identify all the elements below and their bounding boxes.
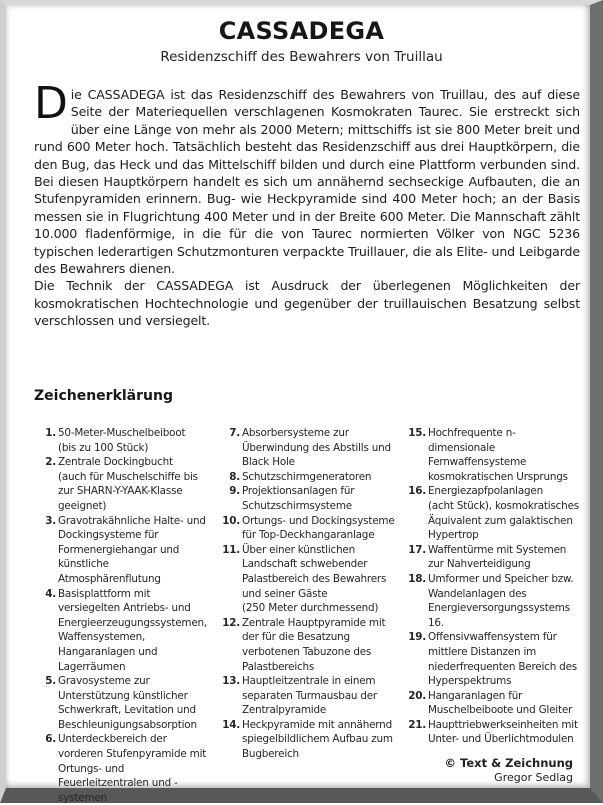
intro-paragraph-2: Die Technik der CASSADEGA ist Ausdruck der überlegenen Möglichkeiten der kosmokratischen Hochtechnologie und gegenüber der truillauischen Besatzung selbst verschlossen und versiegelt.: [34, 278, 580, 329]
legend-item-number: 4.: [45, 587, 56, 600]
legend-item-number: 2.: [45, 456, 56, 469]
legend-item-number: 10.: [222, 514, 240, 527]
legend-item-number: 21.: [408, 718, 426, 731]
page-title: CASSADEGA: [218, 17, 385, 45]
credit-line-1: © Text & Zeichnung: [444, 756, 573, 770]
legend-item-number: 13.: [222, 675, 240, 688]
legend-item: [218, 674, 398, 718]
legend-column-1: [36, 426, 212, 805]
legend-item-number: 8.: [229, 470, 240, 483]
legend-item: [218, 718, 398, 762]
legend-item-number: 18.: [408, 572, 426, 585]
legend-item: [404, 484, 582, 542]
legend-item-text: Projektionsanlagen für Schutzschirmsysteme: [242, 485, 355, 512]
legend-heading: Zeichenerklärung: [34, 388, 173, 404]
legend-item: [404, 630, 582, 688]
legend-item: [36, 455, 212, 513]
legend-item: [218, 470, 398, 485]
legend-item-text: Hangaranlagen für Muschelbeiboote und Gleiter: [428, 689, 573, 717]
copyright-credit: [445, 756, 573, 785]
credit-line-2: Gregor Sedlag: [494, 770, 573, 784]
legend-item-number: 5.: [45, 675, 56, 688]
legend-item-number: 11.: [222, 543, 240, 556]
legend-item-text: Basisplattform mit versiegelten Antriebs- und Energieerzeugungssystemen, Waffensystemen, Hangaranlagen und Lagerräumen: [58, 587, 208, 673]
legend-item: [404, 426, 582, 484]
drop-cap: D: [34, 78, 68, 129]
legend-item-text: Umformer und Speicher bzw. Wandelanlagen des Energieversorgungssystems 16.: [428, 572, 574, 629]
legend-item-text: Zentrale Dockingbucht (auch für Muschelschiffe bis zur SHARN-Y-YAAK-Klasse geeignet): [58, 456, 198, 512]
legend-item-text: Über einer künstlichen Landschaft schwebender Palastbereich des Bewahrers und seiner Gäste (250 Meter durchmessend): [242, 543, 387, 615]
legend-item-text: Haupttriebwerkseinheiten mit Unter- und Überlichtmodulen: [428, 718, 578, 746]
legend-item: [36, 674, 212, 732]
legend-item-number: 16.: [408, 485, 426, 498]
legend-item-number: 15.: [408, 427, 426, 439]
legend-item-number: 1.: [45, 427, 56, 439]
intro-text: [34, 78, 580, 330]
legend-item: [36, 514, 212, 587]
legend-column-3: [404, 426, 582, 747]
legend-item-text: Energiezapfpolanlagen (acht Stück), kosmokratisches Äquivalent zum galaktischen Hypertrop: [428, 485, 579, 542]
legend-item-text: 50-Meter-Muschelbeiboot (bis zu 100 Stück): [58, 427, 186, 454]
legend-item: [36, 426, 212, 455]
legend-item: [404, 689, 582, 718]
legend-item: [218, 514, 398, 543]
legend-item-text: Heckpyramide mit annähernd spiegelbildlichem Aufbau zum Bugbereich: [242, 718, 393, 761]
legend-item: [404, 572, 582, 630]
legend-item-text: Absorbersysteme zur Überwindung des Abstills und Black Hole: [242, 427, 391, 469]
legend-item-number: 3.: [45, 514, 56, 527]
legend-item-text: Zentrale Hauptpyramide mit der für die Besatzung verbotenen Tabuzone des Palastbereichs: [242, 616, 386, 673]
legend-item-text: Hochfrequente n-dimensionale Fernwaffensysteme kosmokratischen Ursprungs: [428, 427, 568, 483]
legend-item-text: Waffentürme mit Systemen zur Nahverteidigung: [428, 543, 567, 571]
legend-item: [218, 616, 398, 674]
legend-item: [218, 426, 398, 470]
legend-column-2: [218, 426, 398, 762]
legend-item-text: Offensivwaffensystem für mittlere Distanzen im niederfrequenten Bereich des Hyperspektrums: [428, 631, 577, 688]
legend-item-text: Gravotrakähnliche Halte- und Dockingsysteme für Formenergiehangar und künstliche Atmosphärenflutung: [58, 514, 206, 585]
legend-item-number: 6.: [45, 733, 56, 746]
legend-item: [404, 718, 582, 747]
legend-item: [36, 732, 212, 805]
legend-item: [218, 484, 398, 513]
legend-item-number: 19.: [408, 631, 426, 644]
legend-item-number: 17.: [408, 543, 426, 556]
page-subtitle: Residenzschiff des Bewahrers von Truillau: [160, 49, 443, 65]
intro-paragraph-1: [34, 78, 580, 277]
legend-item-number: 20.: [408, 689, 426, 702]
legend-item-number: 14.: [222, 718, 240, 731]
intro-paragraph-1-text: ie CASSADEGA ist das Residenzschiff des Bewahrers von Truillau, des auf diese Seite der Materiequellen verschlagenen Kosmokraten Taurec. Sie erstreckt sich über eine Länge von mehr als 2000 Metern; mittschiffs ist sie 800 Meter breit und rund 600 Meter hoch. Tatsächlich besteht das Residenzschiff aus drei Hauptkörpern, die den Bug, das Heck und das Mittelschiff bilden und durch eine Plattform verbunden sind. Bei diesen Hauptkörpern handelt es sich um annähernd sechseckige Aufbauten, die an Stufenpyramiden erinnern. Bug- wie Heckpyramide sind 400 Meter hoch; an der Basis messen sie in Flugrichtung 400 Meter und in der Breite 600 Meter. Die Mannschaft zählt 10.000 fladenförmige, in die für die von Taurec normierten Völker von NGC 5236 typischen lederartigen Schutzmonturen verpackte Truillauer, die als Elite- und Leibgarde des Bewahrers dienen.: [34, 87, 580, 277]
legend-item-number: 12.: [222, 616, 240, 629]
legend-item: [404, 543, 582, 572]
legend-item: [218, 543, 398, 616]
legend-item: [36, 587, 212, 675]
legend-item-text: Gravosysteme zur Unterstützung künstlicher Schwerkraft, Levitation und Beschleunigungsabsorption: [58, 675, 197, 731]
legend-item-text: Unterdeckbereich der vorderen Stufenpyramide mit Ortungs- und Feuerleitzentralen und -systemen: [58, 733, 207, 804]
legend-item-text: Ortungs- und Dockingsysteme für Top-Deckhangaranlage: [242, 514, 395, 542]
legend-item-number: 9.: [229, 485, 240, 498]
legend-item-number: 7.: [229, 427, 240, 439]
legend-item-text: Schutzschirmgeneratoren: [242, 470, 372, 483]
legend-item-text: Hauptleitzentrale in einem separaten Turmausbau der Zentralpyramide: [242, 675, 378, 717]
